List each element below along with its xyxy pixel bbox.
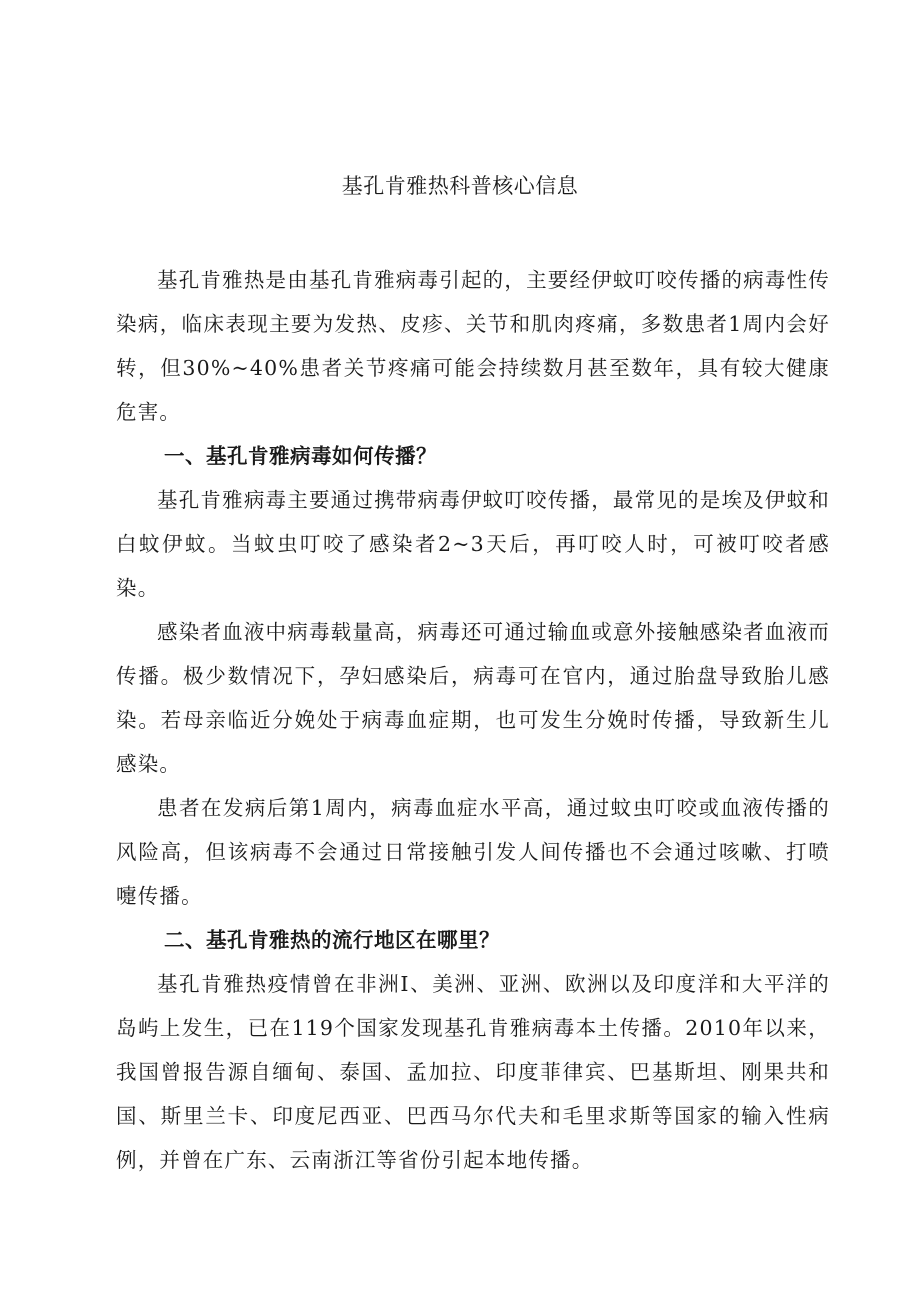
section-1-paragraph-2: 感染者血液中病毒载量高，病毒还可通过输血或意外接触感染者血液而传播。极少数情况下，孕妇感染后，病毒可在官内，通过胎盘导致胎儿感染。若母亲临近分娩处于病毒血症期，也可发生分娩时传播，导致新生儿感染。 [116,620,830,776]
intro-paragraph: 基孔肯雅热是由基孔肯雅病毒引起的，主要经伊蚊叮咬传播的病毒性传染病，临床表现主要为发热、皮疹、关节和肌肉疼痛，多数患者1周内会好转，但30%~40%患者关节疼痛可能会持续数月甚至数年，具有较大健康危害。 [116,268,830,424]
section-2-paragraph-1: 基孔肯雅热疫情曾在非洲I、美洲、亚洲、欧洲以及印度洋和大平洋的岛屿上发生，已在119个国家发现基孔肯雅病毒本土传播。2010年以来，我国曾报告源自缅甸、泰国、孟加拉、印度菲律宾、巴基斯坦、刚果共和国、斯里兰卡、印度尼西亚、巴西马尔代夫和毛里求斯等国家的输入性病例，并曾在广东、云南浙江等省份引起本地传播。 [116,972,830,1172]
section-1-paragraph-3: 患者在发病后第1周内，病毒血症水平高，通过蚊虫叮咬或血液传播的风险高，但该病毒不会通过日常接触引发人间传播也不会通过咳嗽、打喷嚏传播。 [116,796,830,908]
section-2-heading: 二、基孔肯雅热的流行地区在哪里？ [164,928,500,952]
document-title: 基孔肯雅热科普核心信息 [341,174,579,198]
document-body [116,258,830,1182]
section-1-paragraph-1: 基孔肯雅病毒主要通过携带病毒伊蚊叮咬传播，最常见的是埃及伊蚊和白蚊伊蚊。当蚊虫叮咬了感染者2~3天后，再叮咬人时，可被叮咬者感染。 [116,488,830,600]
section-1-heading: 一、基孔肯雅病毒如何传播？ [164,444,437,468]
